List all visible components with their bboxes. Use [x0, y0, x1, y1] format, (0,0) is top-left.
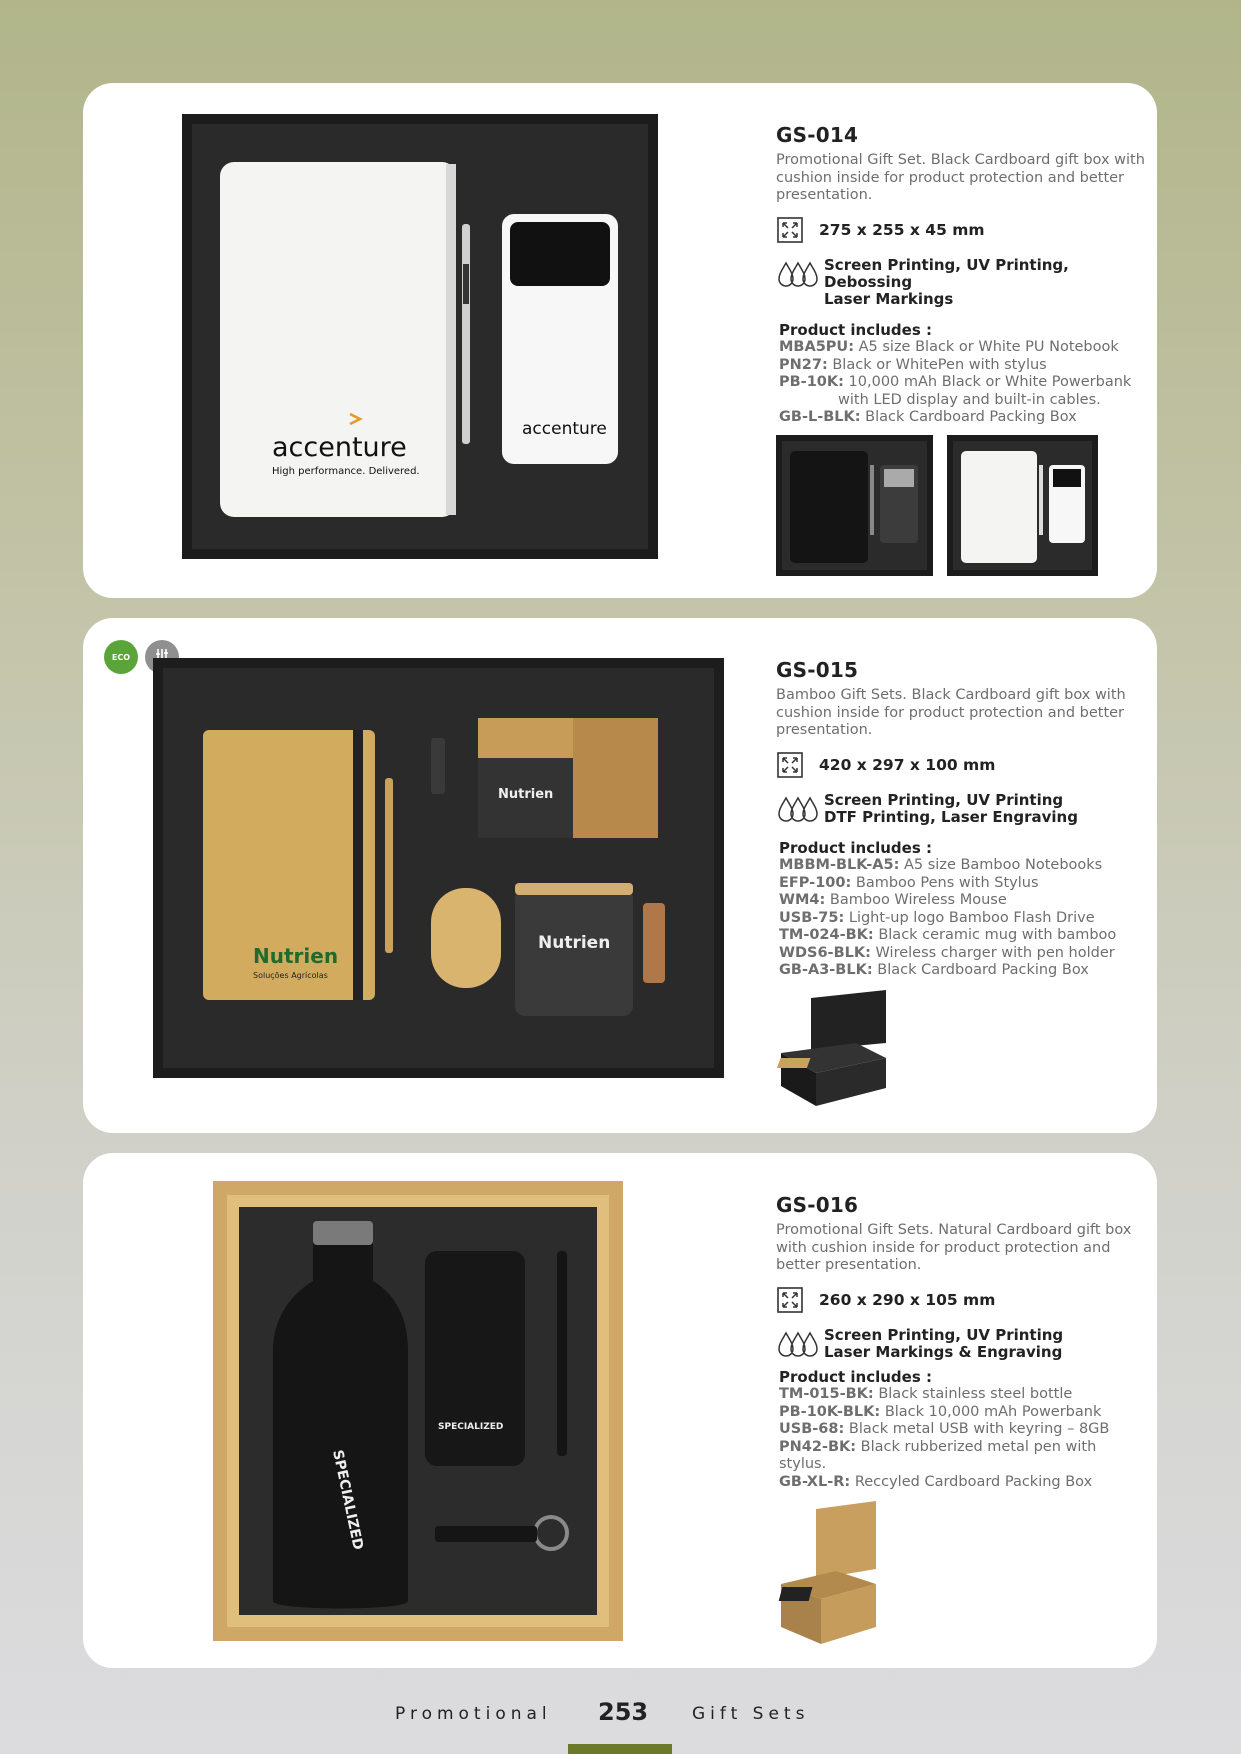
product-code: GS-015	[776, 658, 859, 682]
printing-row	[776, 257, 1146, 308]
product-description: Promotional Gift Sets. Natural Cardboard gift box with cushion inside for product protection and better presentation.	[776, 1222, 1132, 1273]
printing-methods-line2: DTF Printing, Laser Engraving	[824, 807, 1078, 826]
printing-methods-line1: Screen Printing, UV Printing	[824, 790, 1064, 809]
include-item: USB-75: Light-up logo Bamboo Flash Drive	[779, 909, 1095, 926]
footer-section-left: Promotional	[395, 1704, 552, 1724]
include-item: WM4: Bamboo Wireless Mouse	[779, 892, 1007, 908]
page-footer	[0, 1698, 1241, 1738]
ink-drops-icon	[776, 795, 820, 825]
variant-thumbnails	[776, 435, 1146, 580]
printing-methods-line2: Laser Markings & Engraving	[824, 1342, 1063, 1361]
include-item: TM-024-BK: Black ceramic mug with bamboo	[779, 927, 1117, 943]
thumbnail-white-variant	[947, 435, 1098, 580]
thumbnail-open-box	[776, 988, 891, 1114]
footer-tab	[568, 1744, 672, 1754]
product-card-gs-016	[83, 1153, 1157, 1668]
include-item: MBA5PU: A5 size Black or White PU Notebook	[779, 339, 1119, 355]
includes-title: Product includes :	[779, 320, 932, 339]
product-photo	[213, 1181, 623, 1641]
product-info	[776, 1193, 1146, 1653]
printing-row	[776, 1327, 1146, 1361]
footer-section-right: Gift Sets	[692, 1704, 810, 1724]
variant-thumbnails	[776, 1499, 1146, 1653]
printing-methods-line1: Screen Printing, UV Printing	[824, 1325, 1064, 1344]
include-item: GB-A3-BLK: Black Cardboard Packing Box	[779, 962, 1089, 978]
product-dimensions: 275 x 255 x 45 mm	[819, 220, 985, 239]
printing-row	[776, 792, 1146, 826]
include-item: GB-XL-R: Reccyled Cardboard Packing Box	[779, 1473, 1093, 1490]
photo-tagline-text: Soluções Agrícolas	[253, 971, 328, 980]
includes-title: Product includes :	[779, 838, 932, 857]
ink-drops-icon	[776, 1330, 820, 1360]
page-number: 253	[598, 1698, 649, 1726]
expand-icon	[777, 1287, 803, 1313]
product-description: Bamboo Gift Sets. Black Cardboard gift box with cushion inside for product protection and better presentation.	[776, 687, 1126, 738]
thumbnail-open-box	[776, 1499, 881, 1653]
includes-title: Product includes :	[779, 1367, 932, 1386]
photo-brand-text-mug: Nutrien	[538, 933, 611, 953]
include-item: PB-10K-BLK: Black 10,000 mAh Powerbank	[779, 1403, 1102, 1420]
product-info	[776, 658, 1146, 1114]
product-card-gs-014	[83, 83, 1157, 598]
include-item: TM-015-BK: Black stainless steel bottle	[779, 1386, 1073, 1402]
product-info	[776, 123, 1146, 580]
product-code: GS-016	[776, 1193, 859, 1217]
include-item: PN42-BK: Black rubberized metal pen with stylus.	[779, 1438, 1097, 1472]
product-includes	[779, 1369, 1146, 1492]
dimensions-row	[776, 1285, 1146, 1315]
ink-drops-icon	[776, 260, 820, 290]
product-includes	[779, 322, 1146, 427]
photo-brand-text: accenture	[272, 432, 407, 463]
include-item: USB-68: Black metal USB with keyring – 8GB	[779, 1421, 1110, 1437]
product-photo	[153, 658, 724, 1078]
include-item: PN27: Black or WhitePen with stylus	[779, 356, 1047, 373]
thumbnail-black-variant	[776, 435, 933, 580]
include-item: GB-L-BLK: Black Cardboard Packing Box	[779, 409, 1077, 425]
photo-brand-text: SPECIALIZED	[329, 1448, 366, 1552]
expand-icon	[777, 752, 803, 778]
include-item: MBBM-BLK-A5: A5 size Bamboo Notebooks	[779, 857, 1103, 873]
photo-brand-text: Nutrien	[253, 944, 339, 968]
photo-brand-text-powerbank: SPECIALIZED	[438, 1422, 504, 1432]
product-includes	[779, 840, 1146, 980]
printing-methods-line2: Laser Markings	[824, 289, 954, 308]
product-description: Promotional Gift Set. Black Cardboard gift box with cushion inside for product protection and better presentation.	[776, 152, 1145, 203]
product-dimensions: 260 x 290 x 105 mm	[819, 1290, 996, 1309]
dimensions-row	[776, 750, 1146, 780]
dimensions-row	[776, 215, 1146, 245]
photo-tagline-text: High performance. Delivered.	[272, 466, 420, 477]
include-item: WDS6-BLK: Wireless charger with pen holder	[779, 944, 1115, 961]
printing-methods-line1: Screen Printing, UV Printing, Debossing	[824, 255, 1069, 291]
product-code: GS-014	[776, 123, 859, 147]
include-item: PB-10K: 10,000 mAh Black or White Powerbank with LED display and built-in cables.	[779, 374, 1132, 408]
product-dimensions: 420 x 297 x 100 mm	[819, 755, 996, 774]
eco-badge-icon: ECO	[104, 640, 138, 674]
photo-brand-text-charger: Nutrien	[498, 787, 554, 802]
product-photo	[182, 114, 658, 559]
product-card-gs-015	[83, 618, 1157, 1133]
include-item: EFP-100: Bamboo Pens with Stylus	[779, 874, 1039, 891]
expand-icon	[777, 217, 803, 243]
photo-brand-text-small: accenture	[522, 419, 607, 439]
variant-thumbnails	[776, 988, 1146, 1114]
